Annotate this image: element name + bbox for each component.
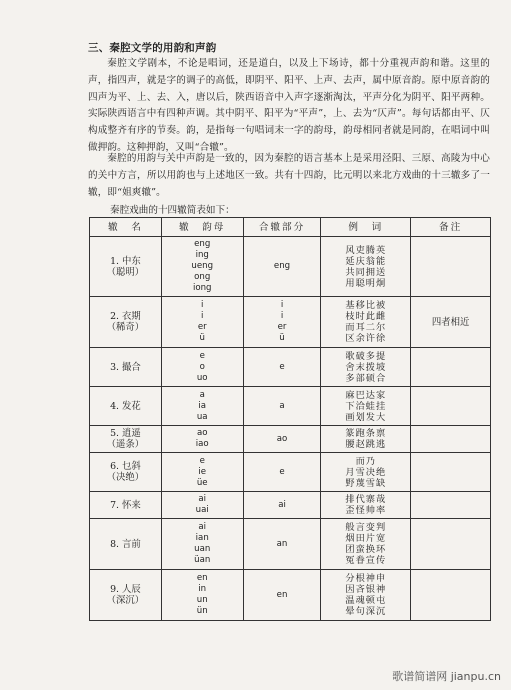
cell-zhe-name — [90, 297, 162, 348]
cell-finals-line: ueng — [191, 261, 214, 271]
cell-finals-line: un — [196, 595, 208, 605]
cell-part-line: en — [276, 589, 288, 600]
cell-finals-line: i — [201, 311, 204, 321]
cell-part-line: e — [279, 466, 285, 477]
table-row — [90, 387, 491, 426]
cell-examples-line: 舍末拨坡 — [345, 361, 387, 373]
cell-finals-line: ü — [199, 333, 205, 343]
cell-examples-line: 晕句深沉 — [345, 606, 387, 617]
cell-zhe-name-line: 8. 言前 — [110, 538, 141, 550]
cell-part-line: i — [280, 300, 284, 310]
cell-finals — [161, 570, 243, 621]
cell-finals-line: eng — [194, 239, 211, 249]
cell-examples-line: 麻巴达家 — [345, 389, 387, 401]
cell-note — [411, 387, 491, 426]
cell-examples-line: 歪怪帅率 — [345, 505, 387, 516]
cell-note — [411, 492, 491, 519]
cell-zhe-name-line: 7. 怀来 — [110, 499, 141, 511]
cell-part — [243, 237, 321, 297]
table-row — [90, 426, 491, 453]
cell-zhe-name-line: （稀奇） — [106, 322, 145, 333]
cell-part-line: eng — [273, 261, 291, 271]
cell-zhe-name-line: （深沉） — [106, 595, 145, 606]
cell-part-line: i — [280, 311, 284, 321]
cell-part-line: ai — [278, 499, 286, 510]
cell-zhe-name-line: 4. 发花 — [110, 400, 141, 412]
cell-examples — [321, 519, 411, 570]
cell-finals-line: ai — [198, 494, 207, 504]
cell-finals-line: in — [198, 584, 207, 594]
cell-finals — [161, 453, 243, 492]
cell-examples-line: 般言变判 — [345, 522, 387, 533]
table-row — [90, 237, 491, 297]
cell-finals-line: iong — [192, 283, 212, 293]
cell-examples — [321, 387, 411, 426]
cell-part-line: ao — [276, 433, 288, 444]
header-note: 备注 — [411, 218, 491, 237]
cell-examples — [321, 492, 411, 519]
cell-examples-line: 风吏腾英 — [345, 244, 387, 256]
cell-note — [411, 348, 491, 387]
cell-examples — [321, 426, 411, 453]
cell-note — [411, 426, 491, 453]
header-examples: 例 词 — [321, 218, 411, 237]
cell-zhe-name — [90, 387, 162, 426]
cell-zhe-name-line: 3. 撮合 — [110, 361, 141, 373]
cell-examples — [321, 570, 411, 621]
cell-part-line: e — [279, 361, 285, 372]
cell-finals-line: e — [199, 455, 205, 466]
table-row — [90, 297, 491, 348]
cell-finals-line: ia — [198, 400, 207, 411]
cell-examples — [321, 297, 411, 348]
cell-finals — [161, 237, 243, 297]
cell-zhe-name-line: 9. 人辰 — [110, 584, 141, 595]
cell-note — [411, 453, 491, 492]
table-row — [90, 570, 491, 621]
cell-examples-line: 月雪决绝 — [345, 466, 387, 478]
cell-examples-line: 下洽蛙挂 — [345, 400, 387, 412]
cell-examples-line: 延庆翁能 — [345, 255, 387, 267]
cell-finals-line: ing — [195, 250, 209, 260]
cell-finals-line: uo — [196, 372, 208, 383]
cell-part — [243, 348, 321, 387]
cell-finals-line: a — [199, 389, 205, 400]
cell-finals — [161, 348, 243, 387]
cell-examples-line: 而乃 — [355, 455, 376, 467]
cell-examples-line: 而耳二尔 — [345, 322, 387, 333]
cell-part — [243, 453, 321, 492]
cell-zhe-name-line: 6. 乜斜 — [110, 461, 141, 472]
cell-zhe-name-line: 1. 中东 — [110, 255, 141, 267]
cell-finals — [161, 426, 243, 453]
cell-part — [243, 426, 321, 453]
cell-zhe-name-line: （遥条） — [106, 439, 145, 450]
cell-examples-line: 因吝银神 — [345, 584, 387, 595]
cell-zhe-name — [90, 492, 162, 519]
cell-finals-line: uai — [195, 505, 209, 515]
cell-examples — [321, 237, 411, 297]
cell-note — [411, 237, 491, 297]
cell-zhe-name — [90, 453, 162, 492]
header-part: 合辙部分 — [243, 218, 321, 237]
paragraph-tones: 秦腔文学剧本，不论是唱词，还是道白，以及上下场诗，都十分重视声韵和谐。这里的声，指四声，就是字的调子的高低，即阴平、阳平、上声、去声，属中原音韵。原中原音韵的四声为平、上、去、入，唐以后，陕西语音中入声字逐渐淘汰，平声分化为阴平、阳平两种。实际陕西语言中有四种声调。其中阴平、阳平为“平声”，上、去为“仄声”。每句话都由平、仄构成整齐有序的节奏。韵，是指每一句唱词末一字的韵母，韵母相同者就是同韵，在唱词中叫做押韵。这种押韵，又叫“合辙”。 — [88, 58, 490, 153]
cell-part-line: an — [276, 538, 288, 549]
header-finals: 辙 韵母 — [161, 218, 243, 237]
section-heading: 三、秦腔文学的用韵和声韵 — [88, 42, 217, 54]
cell-finals — [161, 492, 243, 519]
table-row — [90, 453, 491, 492]
cell-examples — [321, 453, 411, 492]
cell-examples-line: 排代寨哉 — [345, 494, 387, 505]
cell-finals-line: i — [201, 300, 204, 310]
cell-part — [243, 297, 321, 348]
cell-note — [411, 519, 491, 570]
cell-finals-line: ao — [196, 428, 208, 438]
cell-examples-line: 分根神申 — [345, 573, 387, 584]
cell-finals-line: ua — [196, 411, 208, 422]
cell-finals-line: o — [199, 361, 205, 372]
cell-finals-line: üan — [194, 555, 211, 565]
cell-finals-line: üe — [196, 477, 208, 488]
cell-zhe-name — [90, 426, 162, 453]
cell-finals-line: ie — [198, 466, 207, 477]
cell-examples-line: 温魂顿屯 — [345, 595, 387, 606]
cell-part-line: a — [279, 400, 285, 411]
cell-part — [243, 492, 321, 519]
cell-finals — [161, 297, 243, 348]
cell-examples-line: 区余许徐 — [345, 333, 387, 344]
table-caption: 秦腔戏曲的十四辙简表如下： — [110, 205, 235, 216]
cell-zhe-name-line: （决绝） — [106, 472, 145, 483]
watermark: 歌谱简谱网 jianpu.cn — [392, 670, 501, 683]
cell-finals-line: en — [196, 573, 208, 583]
table-row — [90, 348, 491, 387]
cell-examples-line: 冤眷宣传 — [345, 555, 387, 566]
cell-part-line: er — [277, 322, 287, 332]
cell-examples-line: 多部硕合 — [345, 372, 387, 384]
cell-part — [243, 570, 321, 621]
cell-finals — [161, 519, 243, 570]
cell-zhe-name — [90, 570, 162, 621]
cell-examples-line: 画划发大 — [345, 411, 387, 423]
cell-examples-line: 用聪明炯 — [345, 277, 387, 289]
cell-examples-line: 团蛮换环 — [345, 544, 387, 555]
cell-finals-line: ian — [195, 533, 209, 543]
cell-note: 四者相近 — [411, 297, 491, 348]
cell-finals-line: iao — [195, 439, 209, 449]
table-row — [90, 519, 491, 570]
cell-examples — [321, 348, 411, 387]
cell-finals-line: er — [197, 322, 207, 332]
cell-examples-line: 烟田片宽 — [345, 533, 387, 544]
cell-part-line: ü — [279, 333, 285, 343]
cell-zhe-name-line: 5. 逍遥 — [110, 428, 141, 439]
cell-finals-line: ün — [196, 606, 208, 616]
cell-finals-line: e — [199, 350, 205, 361]
cell-examples-line: 篆跑条禀 — [345, 428, 387, 439]
cell-examples-line: 野蔑雪缺 — [345, 477, 387, 489]
cell-part — [243, 519, 321, 570]
table-header-row — [90, 218, 491, 237]
cell-examples-line: 共同拥送 — [345, 266, 387, 278]
cell-examples-line: 歌破多提 — [345, 350, 387, 362]
header-zhe-name: 辙 名 — [90, 218, 162, 237]
cell-zhe-name — [90, 348, 162, 387]
cell-finals-line: ong — [194, 272, 211, 282]
table-row — [90, 492, 491, 519]
cell-finals — [161, 387, 243, 426]
cell-examples-line: 腰赵跳逃 — [345, 439, 387, 450]
cell-finals-line: uan — [194, 544, 211, 554]
cell-zhe-name-line: （聪明） — [106, 266, 145, 278]
cell-zhe-name — [90, 519, 162, 570]
paragraph-rhymes: 秦腔的用韵与关中声韵是一致的，因为秦腔的语言基本上是采用泾阳、三原、高陵为中心的关中方言，所以用韵也与上述地区一致。共有十四韵，比元明以来北方戏曲的十三辙多了一辙，即“姐爽辙”。 — [88, 153, 490, 198]
rhyme-table — [89, 217, 491, 621]
cell-zhe-name — [90, 237, 162, 297]
cell-examples-line: 枝时此雌 — [345, 311, 387, 322]
cell-note — [411, 570, 491, 621]
cell-part — [243, 387, 321, 426]
cell-zhe-name-line: 2. 衣期 — [110, 311, 141, 322]
cell-finals-line: ai — [198, 522, 207, 532]
cell-examples-line: 基移比被 — [345, 300, 387, 311]
